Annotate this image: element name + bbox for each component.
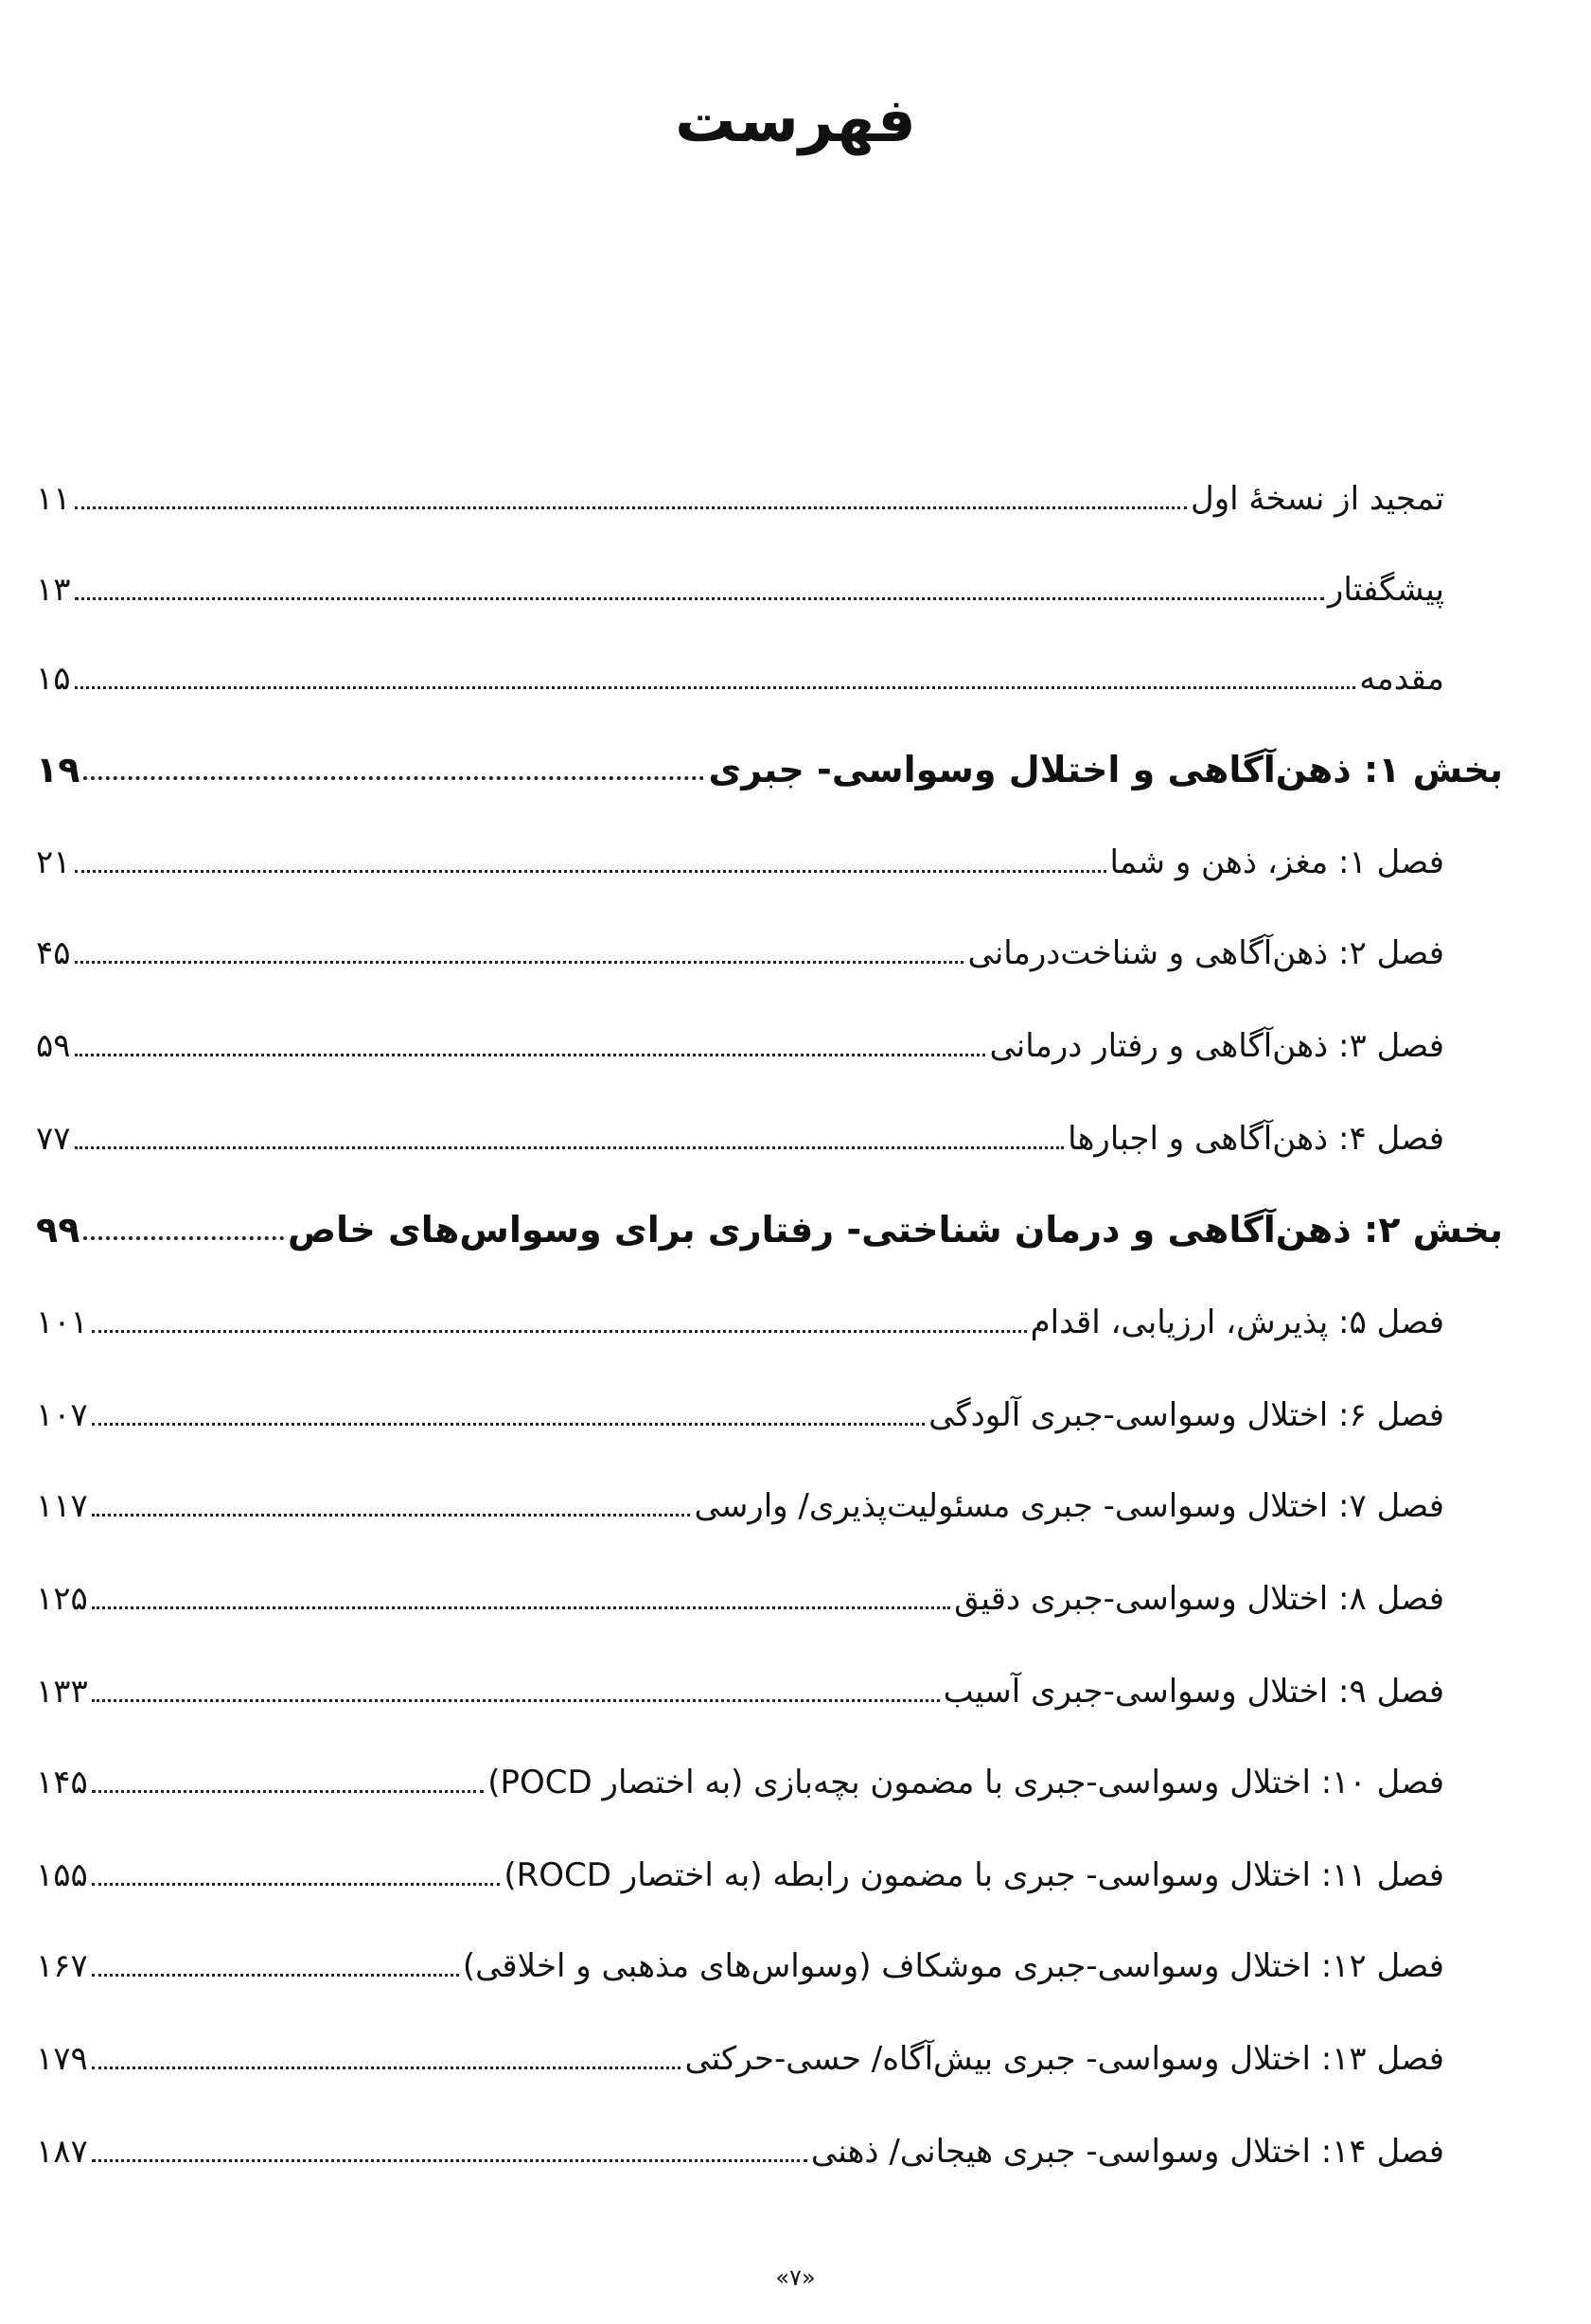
toc-entry-title: فصل ۱۴: اختلال وسواسی- جبری هیجانی/ ذهنی <box>810 2133 1444 2171</box>
toc-page-number: ۱۵۵ <box>36 1856 88 1894</box>
toc-entry[interactable] <box>36 555 1444 612</box>
dot-leader <box>75 1054 986 1056</box>
toc-page-number: ۱۲۵ <box>36 1580 88 1618</box>
dot-leader <box>92 1606 950 1609</box>
dot-leader <box>92 1699 940 1702</box>
toc-entry[interactable] <box>36 1380 1444 1437</box>
toc-page-number: ۹۹ <box>36 1209 80 1251</box>
dot-leader <box>92 1330 1027 1333</box>
toc-entry-title: فصل ۳: ذهن‌آگاهی و رفتار درمانی <box>989 1027 1444 1065</box>
toc-entry[interactable] <box>36 2117 1444 2173</box>
toc-page-number: ۱۰۱ <box>36 1304 88 1341</box>
dot-leader <box>92 1514 691 1517</box>
toc-entry[interactable] <box>36 1104 1444 1161</box>
dot-leader <box>75 506 1187 509</box>
toc-entry[interactable] <box>36 827 1444 884</box>
dot-leader <box>83 776 704 780</box>
toc-entry-title: فصل ۹: اختلال وسواسی-جبری آسیب <box>943 1673 1444 1711</box>
toc-entry-title: فصل ۲: ذهن‌آگاهی و شناخت‌درمانی <box>967 934 1444 972</box>
toc-page-number: ۱۱ <box>36 480 71 518</box>
toc-part-heading[interactable] <box>36 1195 1503 1251</box>
toc-entry[interactable] <box>36 1564 1444 1621</box>
toc-entry-title: تمجید از نسخهٔ اول <box>1191 480 1444 518</box>
toc-entry[interactable] <box>36 918 1444 975</box>
toc-part-heading[interactable] <box>36 735 1503 791</box>
toc-page-number: ۵۹ <box>36 1027 71 1065</box>
toc-page-number: ۱۸۷ <box>36 2133 88 2171</box>
toc-entry-title: فصل ۱۰: اختلال وسواسی-جبری با مضمون بچه‌بازی (به اختصار POCD) <box>487 1764 1444 1801</box>
toc-page-number: ۱۳ <box>36 571 71 609</box>
toc-entry[interactable] <box>36 1287 1444 1344</box>
toc-entry[interactable] <box>36 1840 1444 1897</box>
toc-page-number: ۱۶۷ <box>36 1947 88 1985</box>
toc-entry-title: فصل ۱۱: اختلال وسواسی- جبری با مضمون رابطه (به اختصار ROCD) <box>504 1856 1444 1894</box>
toc-page-number: ۲۱ <box>36 843 71 881</box>
toc-entry-title: فصل ۱۲: اختلال وسواسی-جبری موشکاف (وسواس‌های مذهبی و اخلاقی) <box>462 1947 1444 1985</box>
toc-page-number: ۱۱۷ <box>36 1487 88 1525</box>
dot-leader <box>92 2159 807 2162</box>
toc-entry-title: فصل ۸: اختلال وسواسی-جبری دقیق <box>954 1580 1444 1618</box>
toc-entry[interactable] <box>36 1471 1444 1528</box>
toc-entry[interactable] <box>36 1657 1444 1713</box>
toc-entry-title: فصل ۱۳: اختلال وسواسی- جبری بیش‌آگاه/ حسی-حرکتی <box>684 2040 1444 2078</box>
toc-entry[interactable] <box>36 644 1444 701</box>
page-title: فهرست <box>675 86 916 156</box>
page-number: «۷» <box>775 2264 816 2291</box>
dot-leader <box>75 686 1356 689</box>
toc-part-title: بخش ۲: ذهن‌آگاهی و درمان شناختی- رفتاری برای وسواس‌های خاص <box>287 1209 1503 1251</box>
toc-entry-title: فصل ۴: ذهن‌آگاهی و اجبارها <box>1068 1120 1444 1158</box>
dot-leader <box>92 2067 681 2069</box>
toc-entry[interactable] <box>36 1931 1444 1988</box>
toc-part-title: بخش ۱: ذهن‌آگاهی و اختلال وسواسی- جبری <box>708 749 1503 790</box>
dot-leader <box>92 1790 484 1793</box>
dot-leader <box>83 1236 284 1240</box>
dot-leader <box>75 1146 1065 1149</box>
toc-page-number: ۱۹ <box>36 749 80 790</box>
toc-entry[interactable] <box>36 2024 1444 2081</box>
toc-entry[interactable] <box>36 1747 1444 1804</box>
toc-page-number: ۷۷ <box>36 1120 71 1158</box>
toc-page-number: ۱۷۹ <box>36 2040 88 2078</box>
toc-entry[interactable] <box>36 464 1444 521</box>
dot-leader <box>92 1883 501 1886</box>
toc-entry-title: مقدمه <box>1359 660 1444 698</box>
dot-leader <box>92 1974 459 1977</box>
dot-leader <box>75 597 1324 600</box>
toc-entry-title: فصل ۶: اختلال وسواسی-جبری آلودگی <box>928 1396 1444 1434</box>
toc-entry-title: پیشگفتار <box>1327 571 1444 609</box>
toc-entry-title: فصل ۱: مغز، ذهن و شما <box>1109 843 1444 881</box>
toc-page-number: ۱۵ <box>36 660 71 698</box>
toc-page-number: ۱۴۵ <box>36 1764 88 1801</box>
dot-leader <box>75 870 1106 873</box>
toc-entry-title: فصل ۷: اختلال وسواسی- جبری مسئولیت‌پذیری/ وارسی <box>694 1487 1444 1525</box>
toc-page-number: ۱۳۳ <box>36 1673 88 1711</box>
dot-leader <box>75 961 964 964</box>
toc-page-number: ۴۵ <box>36 934 71 972</box>
toc-page-number: ۱۰۷ <box>36 1396 88 1434</box>
toc-entry-title: فصل ۵: پذیرش، ارزیابی، اقدام <box>1030 1304 1444 1341</box>
dot-leader <box>92 1423 925 1426</box>
toc-entry[interactable] <box>36 1011 1444 1068</box>
